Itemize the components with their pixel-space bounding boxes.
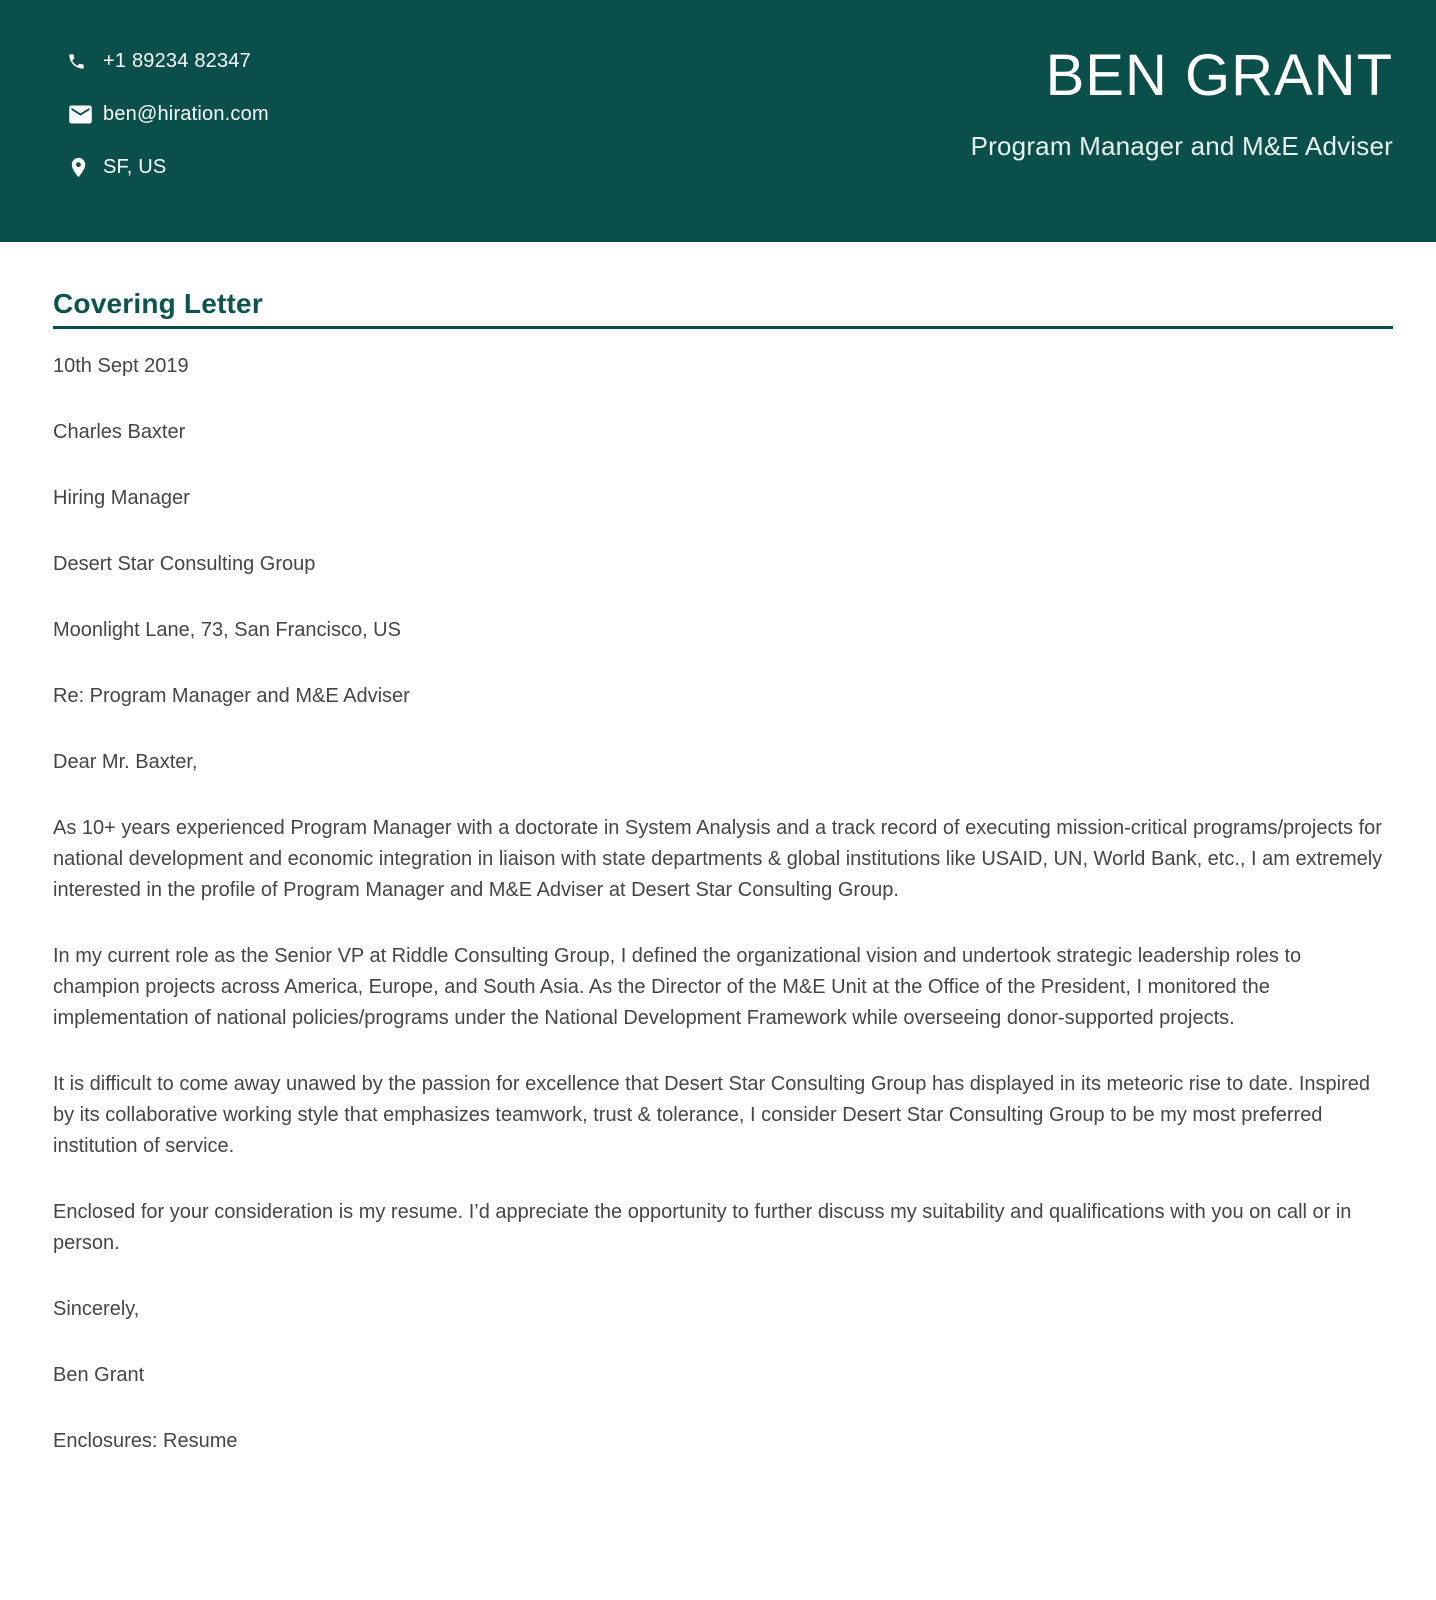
paragraph-2: In my current role as the Senior VP at Riddle Consulting Group, I defined the organizational vision and undertook strategic leadership roles to champion projects across America, Europe, and South Asia. As the Director of the M&E Unit at the Office of the President, I monitored the implementation of national policies/programs under the National Development Framework while overseeing donor-supported projects. [53,945,1302,1030]
location-icon [67,156,103,179]
signature-name: Ben Grant [53,1364,145,1387]
contact-email-row [67,101,269,127]
email-address: ben@hiration.com [103,102,269,125]
contact-info [67,0,269,242]
contact-phone-row [67,48,269,74]
person-job-title: Program Manager and M&E Adviser [970,130,1393,161]
page-header [0,0,1436,242]
closing: Sincerely, [53,1298,140,1321]
recipient-title: Hiring Manager [53,487,190,510]
contact-location-row [67,154,269,180]
location-text: SF, US [103,155,167,178]
subject-line: Re: Program Manager and M&E Adviser [53,685,410,708]
phone-number: +1 89234 82347 [103,49,251,72]
letter-date: 10th Sept 2019 [53,355,189,378]
salutation: Dear Mr. Baxter, [53,751,198,774]
phone-icon [67,52,103,71]
email-icon [67,101,103,128]
paragraph-3: It is difficult to come away unawed by the passion for excellence that Desert Star Consulting Group has displayed in its meteoric rise to date. Inspired by its collaborative working style that emphasizes teamwork, trust & tolerance, I consider Desert Star Consulting Group to be my most preferred institution of service. [53,1073,1370,1158]
paragraph-1: As 10+ years experienced Program Manager with a doctorate in System Analysis and a track record of executing mission-critical programs/projects for national development and economic integration in liaison with state departments & global institutions like USAID, UN, World Bank, etc., I am extremely interested in the profile of Program Manager and M&E Adviser at Desert Star Consulting Group. [53,817,1383,902]
letter-content [0,288,1436,1457]
enclosures-line: Enclosures: Resume [53,1430,238,1453]
recipient-address: Moonlight Lane, 73, San Francisco, US [53,619,401,642]
identity-block [971,0,1393,242]
letter-body [53,329,1393,1457]
paragraph-4: Enclosed for your consideration is my resume. I’d appreciate the opportunity to further discuss my suitability and qualifications with you on call or in person. [53,1201,1352,1255]
recipient-name: Charles Baxter [53,421,186,444]
person-name: BEN GRANT [1045,43,1393,108]
recipient-company: Desert Star Consulting Group [53,553,316,576]
section-heading: Covering Letter [53,288,263,319]
